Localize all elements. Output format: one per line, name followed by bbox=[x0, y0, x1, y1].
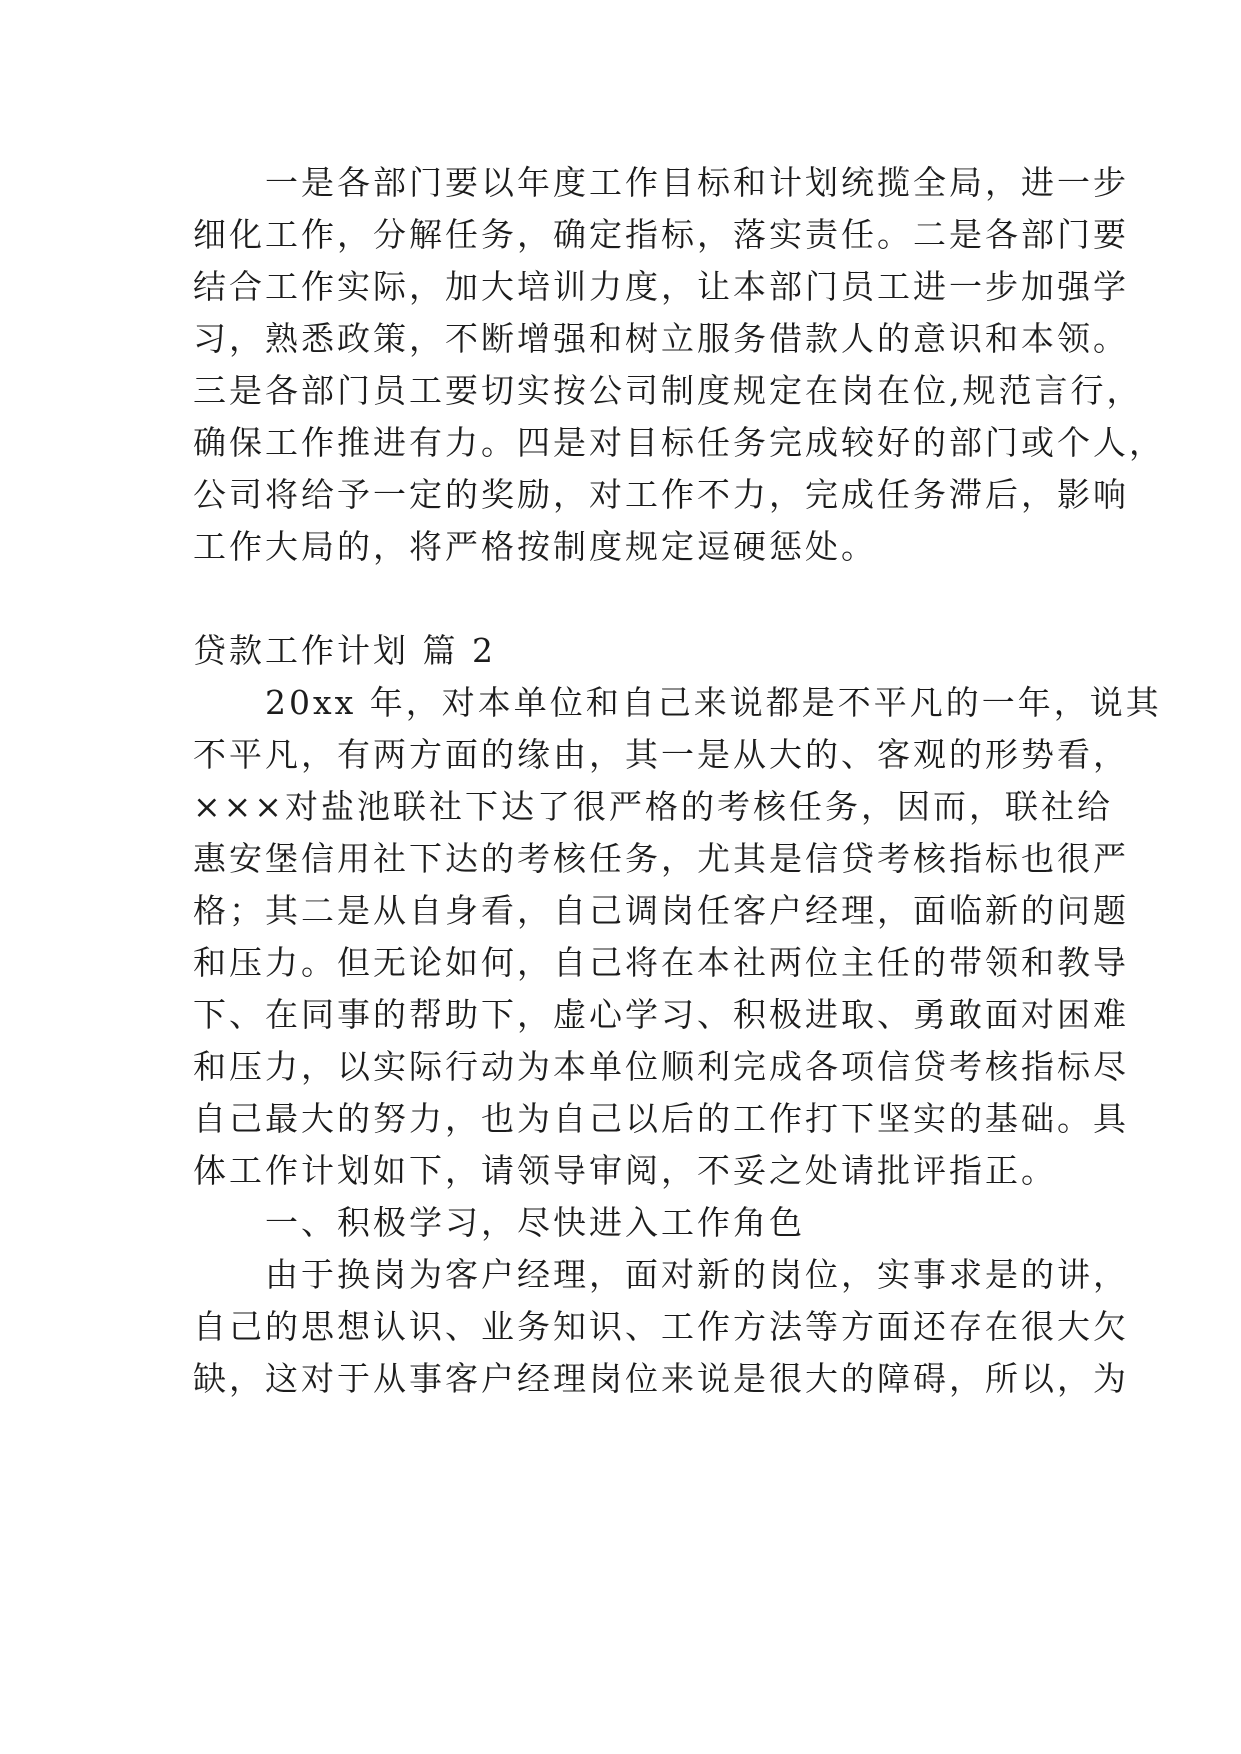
text-line: 细化工作，分解任务，确定指标，落实责任。二是各部门要 bbox=[193, 215, 1129, 254]
document-body bbox=[193, 157, 1165, 1405]
text-line: 和压力。但无论如何，自己将在本社两位主任的带领和教导 bbox=[193, 943, 1129, 982]
text-line: 和压力，以实际行动为本单位顺利完成各项信贷考核指标尽 bbox=[193, 1047, 1129, 1086]
text-line: 公司将给予一定的奖励，对工作不力，完成任务滞后，影响 bbox=[193, 475, 1129, 514]
text-line: 习，熟悉政策，不断增强和树立服务借款人的意识和本领。 bbox=[193, 319, 1129, 358]
text-line: 自己最大的努力，也为自己以后的工作打下坚实的基础。具 bbox=[193, 1099, 1129, 1138]
paragraph-gap bbox=[193, 573, 1093, 625]
text-line: 确保工作推进有力。四是对目标任务完成较好的部门或个人， bbox=[193, 423, 1165, 462]
section-2-paragraph bbox=[193, 677, 1162, 1405]
text-line: 不平凡，有两方面的缘由，其一是从大的、客观的形势看， bbox=[193, 735, 1129, 774]
section-1-paragraph bbox=[193, 157, 1165, 573]
text-line: 惠安堡信用社下达的考核任务，尤其是信贷考核指标也很严 bbox=[193, 839, 1129, 878]
text-line: 下、在同事的帮助下，虚心学习、积极进取、勇敢面对困难 bbox=[193, 995, 1129, 1034]
text-line: 格；其二是从自身看，自己调岗任客户经理，面临新的问题 bbox=[193, 891, 1129, 930]
text-line: 三是各部门员工要切实按公司制度规定在岗在位,规范言行， bbox=[193, 371, 1143, 410]
text-line: 由于换岗为客户经理，面对新的岗位，实事求是的讲， bbox=[193, 1255, 1129, 1294]
text-line: 一是各部门要以年度工作目标和计划统揽全局，进一步 bbox=[193, 163, 1129, 202]
text-line: 结合工作实际，加大培训力度，让本部门员工进一步加强学 bbox=[193, 267, 1129, 306]
subsection-heading: 一、积极学习，尽快进入工作角色 bbox=[193, 1203, 805, 1242]
text-line: 缺，这对于从事客户经理岗位来说是很大的障碍，所以，为 bbox=[193, 1359, 1129, 1398]
text-line: ×××对盐池联社下达了很严格的考核任务，因而，联社给 bbox=[193, 787, 1113, 826]
section-heading: 贷款工作计划 篇 2 bbox=[193, 631, 496, 670]
text-line: 体工作计划如下，请领导审阅，不妥之处请批评指正。 bbox=[193, 1151, 1057, 1190]
text-line: 工作大局的，将严格按制度规定逗硬惩处。 bbox=[193, 527, 877, 566]
text-line: 自己的思想认识、业务知识、工作方法等方面还存在很大欠 bbox=[193, 1307, 1129, 1346]
text-line: 20xx 年，对本单位和自己来说都是不平凡的一年，说其 bbox=[193, 683, 1162, 722]
